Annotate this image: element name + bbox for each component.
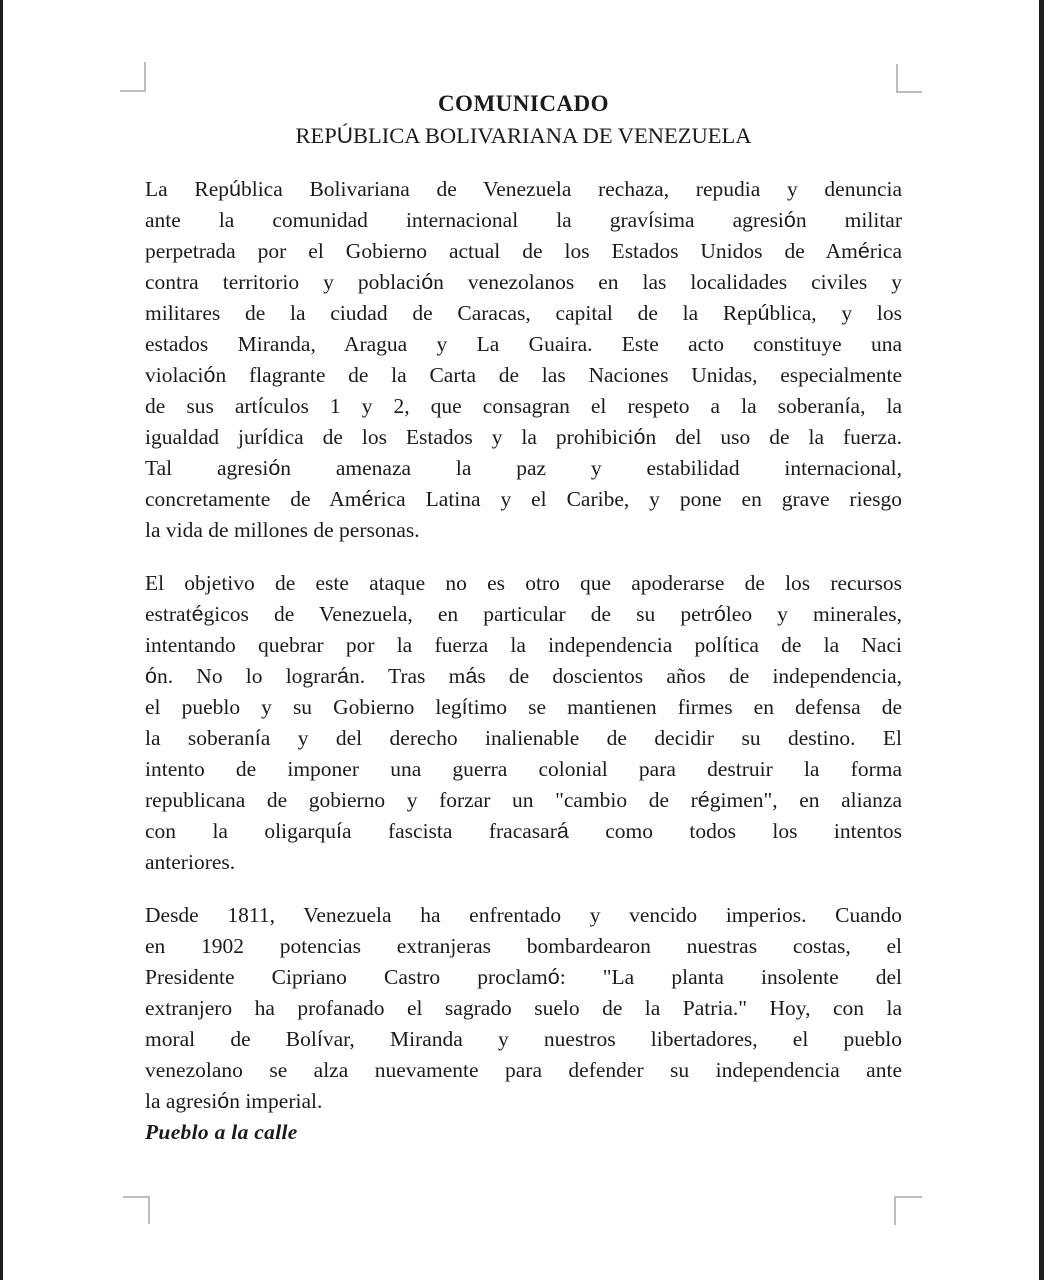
- substituted-glyph: ó: [713, 602, 726, 626]
- text-line: contra territorio y población venezolanos en las localidades civiles y: [145, 270, 902, 294]
- document-subtitle: REPÚBLICA BOLIVARIANA DE VENEZUELA: [295, 123, 752, 148]
- text-line: anteriores.: [145, 850, 236, 874]
- text-line: Tal agresión amenaza la paz y estabilidad internacional,: [145, 456, 902, 480]
- substituted-glyph: ó: [268, 456, 281, 480]
- substituted-glyph: ó: [633, 425, 646, 449]
- text-line: moral de Bolívar, Miranda y nuestros libertadores, el pueblo: [145, 1027, 902, 1051]
- text-line: intentando quebrar por la fuerza la independencia política de la Naci: [145, 633, 902, 657]
- text-line: la vida de millones de personas.: [145, 518, 420, 542]
- text-line: en 1902 potencias extranjeras bombardearon nuestras costas, el: [145, 934, 902, 958]
- substituted-glyph: í: [257, 394, 264, 418]
- text-line: La República Bolivariana de Venezuela rechaza, repudia y denuncia: [145, 177, 902, 201]
- document-header: [145, 88, 902, 152]
- text-line: perpetrada por el Gobierno actual de los Estados Unidos de América: [145, 239, 902, 263]
- substituted-glyph: Ú: [336, 123, 353, 148]
- substituted-glyph: é: [191, 602, 204, 626]
- paragraph: [145, 174, 902, 546]
- screen-edge-bar-right: [1039, 0, 1044, 1280]
- document-body: [145, 174, 902, 1148]
- substituted-glyph: ó: [783, 208, 796, 232]
- text-line: Presidente Cipriano Castro proclamó: "La planta insolente del: [145, 965, 902, 989]
- substituted-glyph: í: [261, 425, 268, 449]
- text-line: la agresión imperial.: [145, 1089, 323, 1113]
- substituted-glyph: ó: [217, 1089, 230, 1113]
- substituted-glyph: í: [336, 819, 343, 843]
- paragraph: [145, 568, 902, 878]
- text-line: igualdad jurídica de los Estados y la prohibición del uso de la fuerza.: [145, 425, 903, 449]
- text-line: militares de la ciudad de Caracas, capital de la República, y los: [145, 301, 902, 325]
- substituted-glyph: ó: [421, 270, 434, 294]
- substituted-glyph: á: [556, 819, 569, 843]
- closing-slogan: Pueblo a la calle: [145, 1120, 298, 1144]
- text-line: estados Miranda, Aragua y La Guaira. Este acto constituye una: [145, 332, 902, 356]
- substituted-glyph: ú: [229, 177, 241, 201]
- text-line: el pueblo y su Gobierno legítimo se mantienen firmes en defensa de: [145, 695, 902, 719]
- substituted-glyph: ó: [203, 363, 216, 387]
- text-line: concretamente de América Latina y el Caribe, y pone en grave riesgo: [145, 487, 902, 511]
- text-line: la soberanía y del derecho inalienable de decidir su destino. El: [145, 726, 902, 750]
- text-line: extranjero ha profanado el sagrado suelo de la Patria." Hoy, con la: [145, 996, 902, 1020]
- text-line: ante la comunidad internacional la gravísima agresión militar: [145, 208, 902, 232]
- screen-edge-bar-left: [0, 0, 3, 1280]
- paragraph: [145, 900, 902, 1148]
- text-line: violación flagrante de la Carta de las Naciones Unidas, especialmente: [145, 363, 902, 387]
- substituted-glyph: í: [254, 726, 261, 750]
- text-line: estratégicos de Venezuela, en particular de su petróleo y minerales,: [145, 602, 902, 626]
- page-content: [145, 0, 902, 1148]
- text-line: Desde 1811, Venezuela ha enfrentado y vencido imperios. Cuando: [145, 903, 902, 927]
- text-line: venezolano se alza nuevamente para defender su independencia ante: [145, 1058, 902, 1082]
- substituted-glyph: ú: [757, 301, 770, 325]
- substituted-glyph: á: [337, 664, 350, 688]
- substituted-glyph: á: [465, 664, 478, 688]
- substituted-glyph: ó: [547, 965, 560, 989]
- text-line: republicana de gobierno y forzar un "cambio de régimen", en alianza: [145, 788, 902, 812]
- substituted-glyph: í: [316, 1027, 323, 1051]
- crop-mark-top-left: [120, 62, 146, 92]
- substituted-glyph: ó: [145, 664, 157, 688]
- substituted-glyph: é: [697, 788, 710, 812]
- text-line: intento de imponer una guerra colonial para destruir la forma: [145, 757, 902, 781]
- crop-mark-bottom-right: [894, 1196, 922, 1225]
- substituted-glyph: í: [647, 208, 654, 232]
- document-title: COMUNICADO: [437, 91, 610, 116]
- substituted-glyph: é: [361, 487, 374, 511]
- substituted-glyph: é: [857, 239, 870, 263]
- text-line: de sus artículos 1 y 2, que consagran el respeto a la soberanía, la: [145, 394, 902, 418]
- substituted-glyph: í: [844, 394, 851, 418]
- substituted-glyph: í: [461, 695, 468, 719]
- text-line: con la oligarquía fascista fracasará como todos los intentos: [145, 819, 903, 843]
- substituted-glyph: í: [721, 633, 728, 657]
- text-line: ón. No lo lograrán. Tras más de doscientos años de independencia,: [145, 664, 902, 688]
- crop-mark-bottom-left: [123, 1196, 150, 1224]
- text-line: El objetivo de este ataque no es otro que apoderarse de los recursos: [145, 571, 902, 595]
